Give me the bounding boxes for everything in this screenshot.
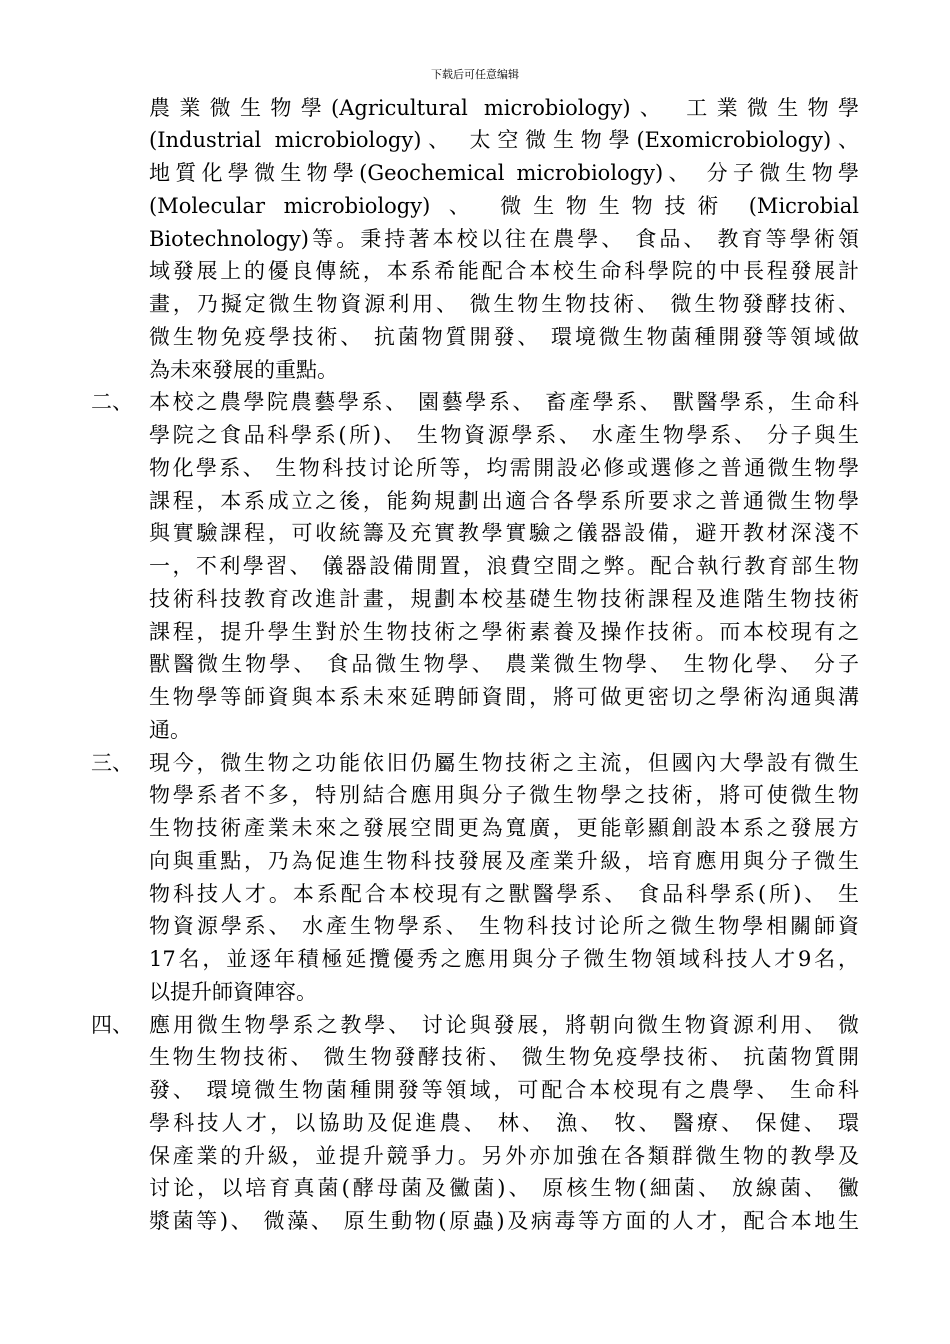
section-line: 物科技人才。本系配合本校現有之獸醫學系、 食品科學系(所)、 生 [149,882,859,906]
intro-line: 域發展上的優良傳統，本系希能配合本校生命科學院的中長程發展計 [149,259,859,283]
section-number: 四、 [91,1013,133,1037]
page-header: 下载后可任意编辑 [431,68,519,81]
section-line: 物化學系、 生物科技讨论所等，均需開設必修或選修之普通微生物學 [149,456,859,480]
section-line: 物資源學系、 水產生物學系、 生物科技讨论所之微生物學相關師資 [149,914,859,938]
section-line: 學院之食品科學系(所)、 生物資源學系、 水產生物學系、 分子與生 [149,423,859,447]
intro-line: 微生物免疫學技術、 抗菌物質開發、 環境微生物菌種開發等領域做 [149,325,859,349]
section-line: 課程，提升學生對於生物技術之學術素養及操作技術。而本校現有之 [149,620,859,644]
intro-line: Biotechnology)等。秉持著本校以往在農學、 食品、 教育等學術領 [149,227,859,251]
section-line: 獸醫微生物學、 食品微生物學、 農業微生物學、 生物化學、 分子 [149,652,859,676]
section-line: 以提升師資陣容。 [149,980,317,1004]
section-line: 一，不利學習、 儀器設備閒置，浪費空間之弊。配合執行教育部生物 [149,554,859,578]
intro-line: (Molecular microbiology) 、 微生物生物技術 (Microbial [149,194,859,218]
intro-line: (Industrial microbiology)、 太空微生物學(Exomicrobiology)、 [149,128,859,152]
section-line: 向與重點，乃為促進生物科技發展及產業升級，培育應用與分子微生 [149,849,859,873]
section-line: 學科技人才，以協助及促進農、 林、 漁、 牧、 醫療、 保健、 環 [149,1111,859,1135]
section-line: 應用微生物學系之教學、 讨论與發展，將朝向微生物資源利用、 微 [149,1013,859,1037]
section-line: 生物學等師資與本系未來延聘師資間，將可做更密切之學術沟通與溝 [149,685,859,709]
section-line: 技術科技教育改進計畫，規劃本校基礎生物技術課程及進階生物技術 [149,587,859,611]
section-line: 物學系者不多，特別結合應用與分子微生物學之技術，將可使微生物 [149,783,859,807]
intro-line: 農業微生物學(Agricultural microbiology)、 工業微生物學 [149,96,859,120]
section-line: 生物技術產業未來之發展空間更為寬廣，更能彰顯創設本系之發展方 [149,816,859,840]
intro-line: 畫，乃擬定微生物資源利用、 微生物生物技術、 微生物發酵技術、 [149,292,859,316]
section-line: 讨论，以培育真菌(酵母菌及黴菌)、 原核生物(細菌、 放線菌、 黴 [149,1176,859,1200]
intro-line: 地質化學微生物學(Geochemical microbiology)、 分子微生物學 [149,161,859,185]
section-number: 三、 [91,751,133,775]
section-line: 與實驗課程，可收統籌及充實教學實驗之儀器設備，避开教材深淺不 [149,521,859,545]
section-number: 二、 [91,390,133,414]
intro-line: 為未來發展的重點。 [149,358,338,382]
section-line: 通。 [149,718,191,742]
section-line: 保產業的升級，並提升競爭力。另外亦加強在各類群微生物的教學及 [149,1144,859,1168]
section-line: 課程，本系成立之後，能夠規劃出適合各學系所要求之普通微生物學 [149,489,859,513]
section-line: 現今，微生物之功能依旧仍屬生物技術之主流，但國內大學設有微生 [149,751,859,775]
section-line: 17名，並逐年積極延攬優秀之應用與分子微生物領域科技人才9名， [149,947,859,971]
section-line: 本校之農學院農藝學系、 園藝學系、 畜產學系、 獸醫學系，生命科 [149,390,859,414]
section-line: 漿菌等)、 微藻、 原生動物(原蟲)及病毒等方面的人才，配合本地生 [149,1209,859,1233]
section-line: 生物生物技術、 微生物發酵技術、 微生物免疫學技術、 抗菌物質開 [149,1045,859,1069]
section-line: 發、 環境微生物菌種開發等領域，可配合本校現有之農學、 生命科 [149,1078,859,1102]
